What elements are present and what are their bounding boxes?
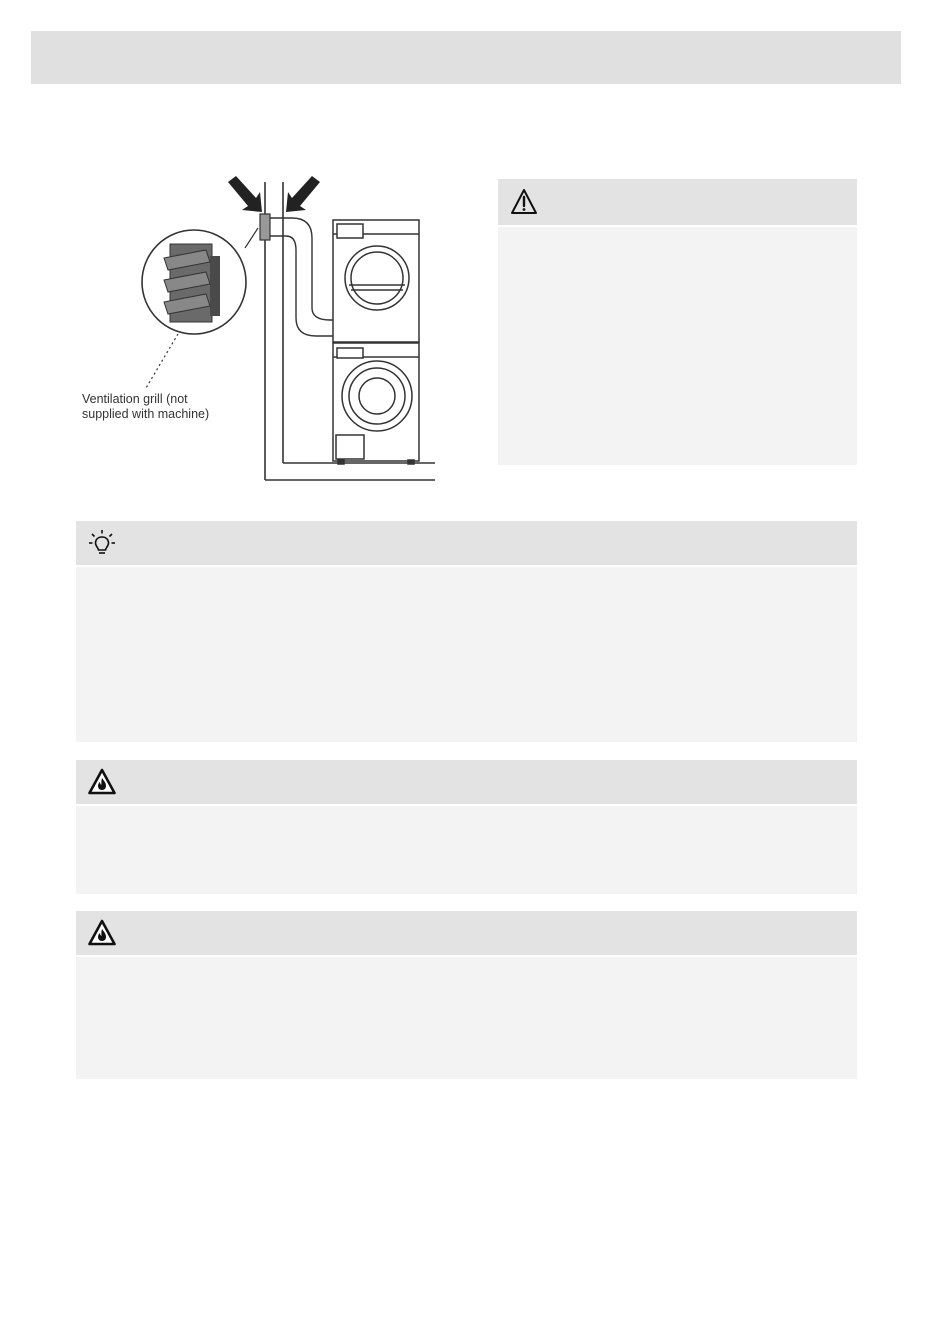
- ventilation-grill-detail: [142, 230, 246, 334]
- grill-caption-line-1: Ventilation grill (not: [82, 392, 188, 406]
- tip-notice-body: [76, 567, 857, 742]
- page-header-bar: [31, 31, 901, 84]
- warning-notice-body: [498, 227, 857, 465]
- tip-notice: [76, 521, 857, 742]
- arrow-left-down-icon: [286, 176, 320, 212]
- fire-hazard-notice-2: [76, 911, 857, 1079]
- washer-appliance: [333, 343, 419, 464]
- venting-diagram: [60, 170, 460, 490]
- fire-hazard-notice-1-body: [76, 806, 857, 894]
- venting-illustration: [60, 170, 460, 490]
- warning-notice: [498, 179, 857, 465]
- grill-caption-line-2: supplied with machine): [82, 407, 210, 421]
- fire-hazard-icon: [88, 919, 116, 947]
- warning-triangle-icon: [510, 188, 538, 216]
- dryer-appliance: [333, 220, 419, 342]
- arrow-right-down-icon: [228, 176, 262, 212]
- fire-hazard-notice-2-body: [76, 957, 857, 1079]
- fire-hazard-notice-2-header: [76, 911, 857, 957]
- warning-notice-header: [498, 179, 857, 227]
- fire-hazard-icon: [88, 768, 116, 796]
- lightbulb-icon: [88, 529, 116, 557]
- fire-hazard-notice-1: [76, 760, 857, 894]
- arrow-icons: [228, 176, 320, 212]
- ventilation-grill-caption: [82, 392, 252, 422]
- fire-hazard-notice-1-header: [76, 760, 857, 806]
- tip-notice-header: [76, 521, 857, 567]
